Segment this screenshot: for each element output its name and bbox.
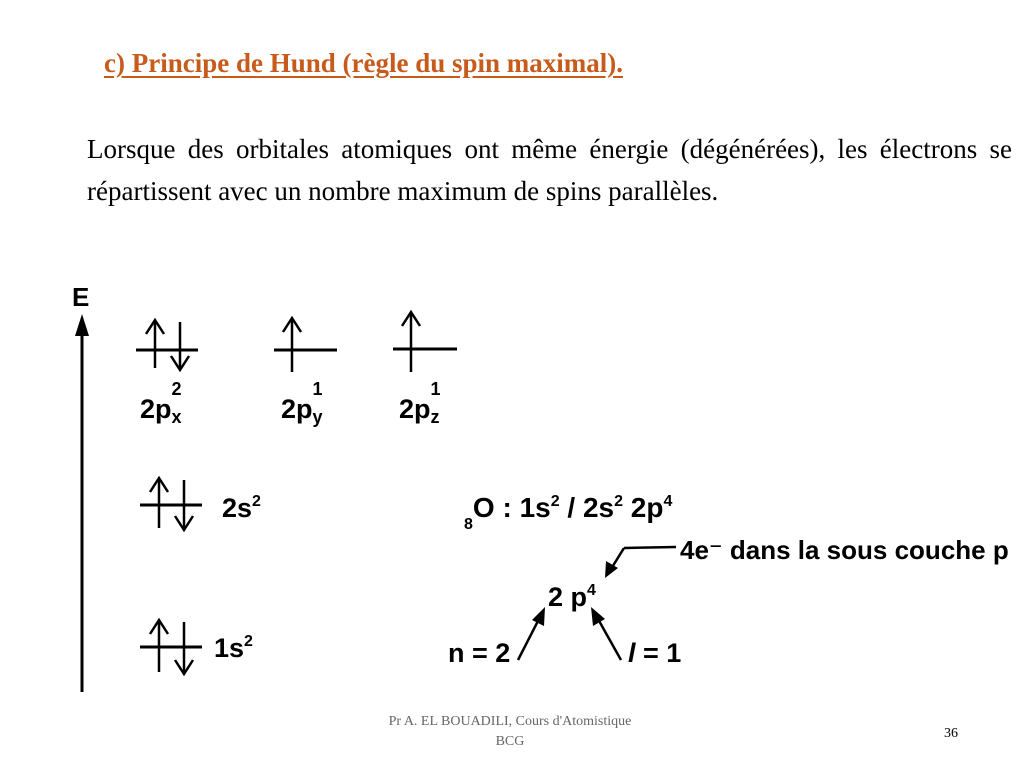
slide-title: c) Principe de Hund (règle du spin maximal). (104, 48, 623, 78)
orbital-1s-label: $1s^2$ (214, 633, 253, 663)
orbital-2pz-box (393, 312, 457, 372)
subshell-note: 4e⁻ dans la sous couche p (680, 535, 1009, 565)
principal-quantum-number: n = 2 (448, 638, 511, 668)
orbital-1s-box (140, 620, 202, 674)
electron-configuration: $_8$O : $1s^2 / 2s^2$ $2p^4$ (464, 492, 673, 533)
hund-rule-paragraph: Lorsque des orbitales atomiques ont même énergie (dégénérées), les électrons se répartissent avec un nombre maximum de spins parallèles. (87, 134, 1012, 206)
orbital-2px-label: 2p 2 x (140, 379, 182, 427)
footer-author: Pr A. EL BOUADILI, Cours d'Atomistique (388, 714, 632, 729)
spin-up-arrow (146, 320, 164, 368)
page-number: 36 (944, 726, 958, 741)
slide-footer (350, 712, 670, 752)
orbital-2s-label: $2s^2$ (222, 493, 261, 523)
footer-course: BCG (495, 734, 525, 749)
subshell-term: 2 $p^4$ (548, 582, 596, 612)
energy-axis-label: E (72, 282, 90, 312)
orbital-2s-box (140, 478, 202, 530)
spin-up-arrow (150, 478, 168, 528)
orbital-2pz-label: 2p 1 z (399, 379, 441, 427)
spin-up-arrow (402, 312, 420, 372)
n-pointer-arrow (518, 607, 545, 660)
l-pointer-arrow (591, 607, 621, 660)
spin-up-arrow (283, 318, 301, 372)
orbital-2py-box (274, 318, 337, 372)
energy-axis-arrowhead (75, 314, 89, 336)
spin-down-arrow (171, 322, 189, 370)
azimuthal-quantum-number: l = 1 (628, 638, 682, 668)
orbital-2px-box (136, 320, 198, 370)
orbital-2py-label: 2p 1 y (281, 379, 323, 427)
subshell-pointer (605, 547, 676, 578)
